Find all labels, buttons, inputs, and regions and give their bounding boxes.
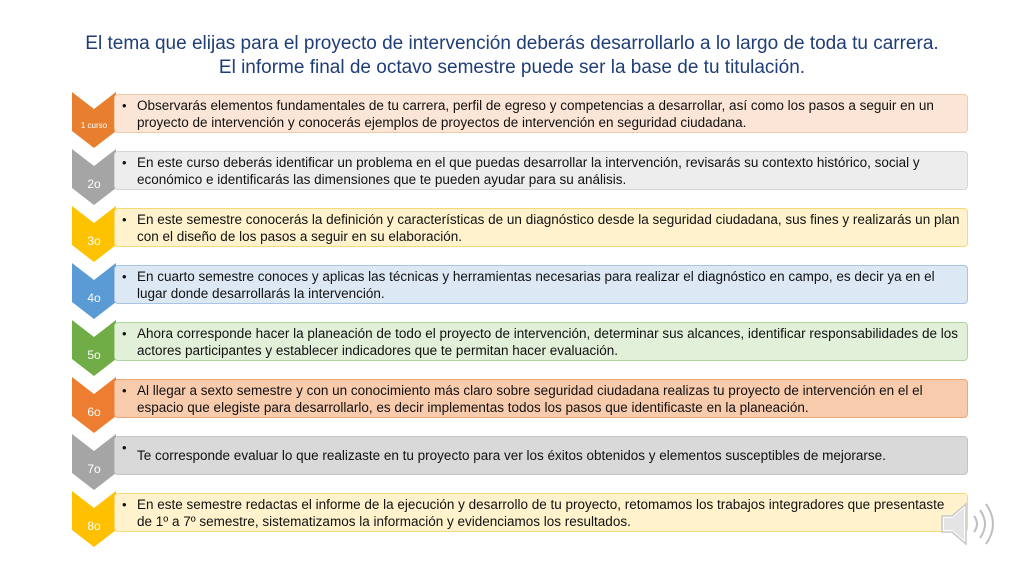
bullet-icon: • [122,497,127,512]
bullet-icon: • [122,98,127,113]
step-description-box [114,322,968,361]
slide-title-line-1: El tema que elijas para el proyecto de intervención deberás desarrollarlo a lo largo de toda tu carrera. [85,33,939,54]
step-description-text: En este semestre redactas el informe de la ejecución y desarrollo de tu proyecto, retomamos los trabajos integradores que presentaste de 1º a 7º semestre, sistematizamos la información y evidenciamos los resultados. [137,496,945,529]
process-step [72,149,972,205]
bullet-icon: • [122,326,127,341]
bullet-icon: • [122,212,127,227]
slide-title [0,32,1024,80]
step-description-text: Al llegar a sexto semestre y con un conocimiento más claro sobre seguridad ciudadana realizas tu proyecto de intervención en el el espacio que elegiste para desarrollarlo, es decir implementas todos los pasos que identificaste en la planeación. [137,382,923,415]
step-description-box [114,94,968,133]
step-description-box [114,151,968,190]
slide-title-line-2: El informe final de octavo semestre puede ser la base de tu titulación. [218,57,806,78]
step-description-text: Te corresponde evaluar lo que realizaste en tu proyecto para ver los éxitos obtenidos y elementos susceptibles de mejorarse. [137,448,886,463]
step-description-box [114,436,968,475]
step-chevron-label: 3o [87,234,101,248]
bullet-icon: • [122,440,127,455]
step-description-text: Observarás elementos fundamentales de tu carrera, perfil de egreso y competencias a desarrollar, así como los pasos a seguir en un proyecto de intervención y conocerás ejemplos de proyectos de intervención en seguridad ciudadana. [137,97,934,130]
process-step [72,377,972,433]
process-step [72,320,972,376]
step-description-text: Ahora corresponde hacer la planeación de todo el proyecto de intervención, determinar sus alcances, identificar responsabilidades de los actores participantes y establecer indicadores que te permitan hacer evaluación. [137,325,958,358]
process-step [72,92,972,148]
step-description-box [114,379,968,418]
step-description-box [114,493,968,532]
bullet-icon: • [122,383,127,398]
step-description-text: En este semestre conocerás la definición y características de un diagnóstico desde la seguridad ciudadana, sus fines y realizarás un plan con el diseño de los pasos a seguir en su elaboración. [137,211,960,244]
step-description-box [114,208,968,247]
step-chevron-label: 5o [87,348,101,362]
step-chevron-label: 1 curso [80,121,108,130]
step-chevron-label: 7o [87,462,101,476]
bullet-icon: • [122,155,127,170]
speaker-icon[interactable] [936,496,1004,552]
process-step [72,206,972,262]
process-step [72,434,972,490]
step-chevron-label: 6o [87,405,101,419]
step-chevron [72,92,116,148]
step-chevron-label: 4o [87,291,101,305]
bullet-icon: • [122,269,127,284]
step-description-text: En cuarto semestre conoces y aplicas las técnicas y herramientas necesarias para realizar el diagnóstico en campo, es decir ya en el lugar donde desarrollarás la intervención. [137,268,935,301]
process-step [72,491,972,547]
step-chevron-label: 2o [87,177,101,191]
step-description-box [114,265,968,304]
step-chevron-label: 8o [87,519,101,533]
process-step [72,263,972,319]
step-description-text: En este curso deberás identificar un problema en el que puedas desarrollar la intervención, revisarás su contexto histórico, social y económico e identificarás las dimensiones que te pueden ayudar para su análisis. [137,154,920,187]
